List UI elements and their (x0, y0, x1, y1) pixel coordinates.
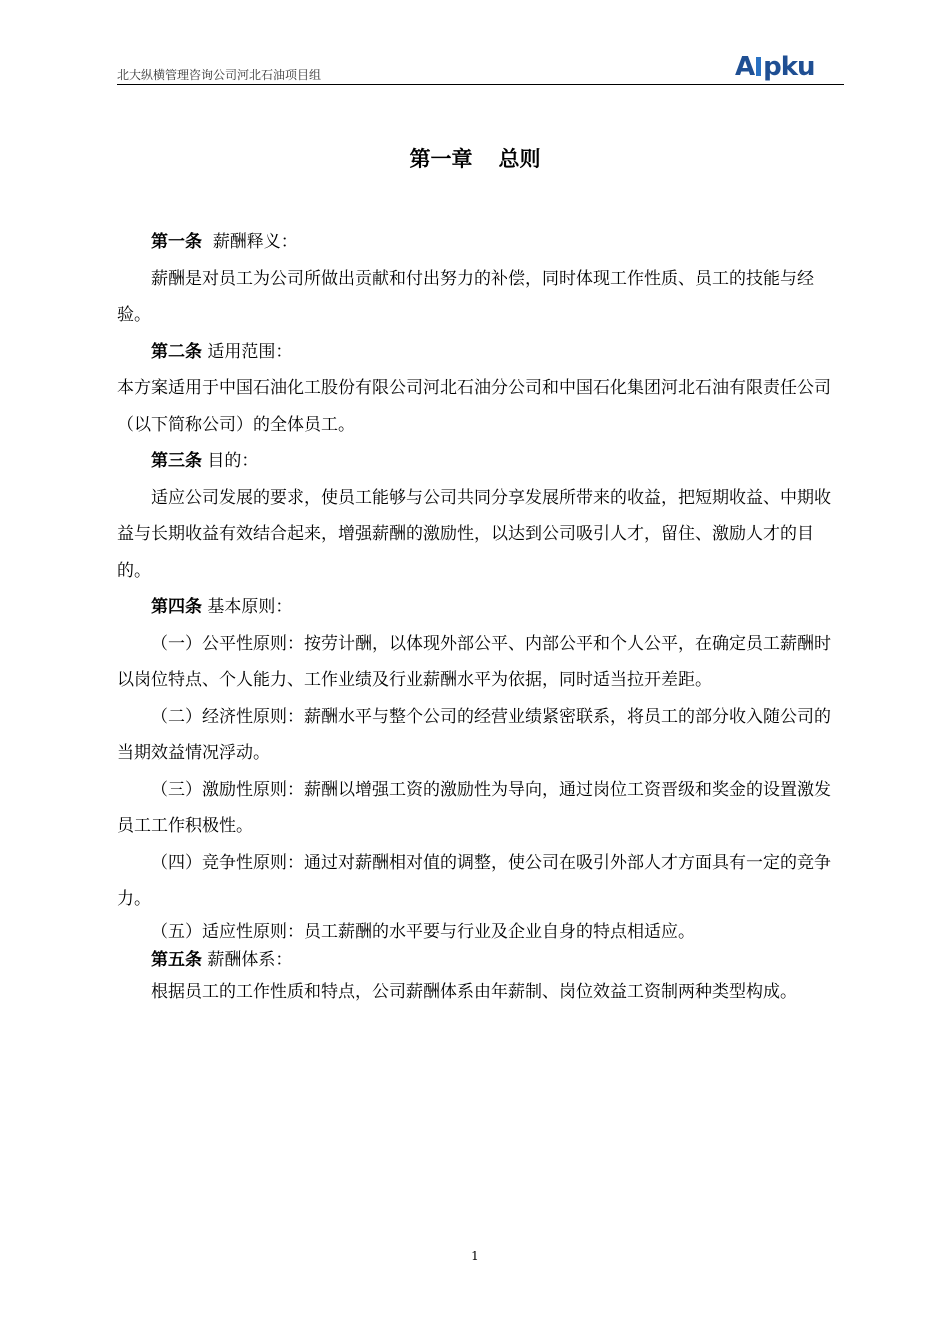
article-5-title: 第五条 薪酬体系： (151, 949, 293, 970)
article-2-title: 第二条 适用范围： (151, 341, 293, 362)
article-3-paragraph: 适应公司发展的要求，使员工能够与公司共同分享发展所带来的收益，把短期收益、中期收益与长期收益有效结合起来，增强薪酬的激励性，以达到公司吸引人才，留住、激励人才的目的。 (117, 487, 831, 581)
principle-3: （三）激励性原则：薪酬以增强工资的激励性为导向，通过岗位工资晋级和奖金的设置激发员工工作积极性。 (117, 779, 831, 836)
article-1-paragraph: 薪酬是对员工为公司所做出贡献和付出努力的补偿，同时体现工作性质、员工的技能与经验。 (117, 268, 814, 325)
logo-text: pku (763, 52, 815, 82)
principle-4: （四）竞争性原则：通过对薪酬相对值的调整，使公司在吸引外部人才方面具有一定的竞争力。 (117, 852, 831, 909)
logo-letter: A (735, 52, 755, 82)
logo-bar-icon (756, 57, 761, 76)
chapter-name: 总则 (498, 147, 541, 171)
article-2-paragraph: 本方案适用于中国石油化工股份有限公司河北石油分公司和中国石化集团河北石油有限责任公司（以下简称公司）的全体员工。 (117, 378, 831, 435)
article-3-title: 第三条 目的： (151, 451, 259, 471)
page-number: 1 (471, 1249, 479, 1263)
principle-1: （一）公平性原则：按劳计酬，以体现外部公平、内部公平和个人公平，在确定员工薪酬时以岗位特点、个人能力、工作业绩及行业薪酬水平为依据，同时适当拉开差距。 (117, 633, 831, 690)
principle-5: （五）适应性原则：员工薪酬的水平要与行业及企业自身的特点相适应。 (151, 921, 695, 942)
article-1-title: 第一条 薪酬释义： (151, 232, 298, 252)
header-org-name: 北大纵横管理咨询公司河北石油项目组 (117, 68, 322, 82)
chapter-number: 第一章 (409, 147, 473, 171)
article-4-title: 第四条 基本原则： (151, 597, 293, 617)
header-rule (117, 84, 844, 85)
article-5-paragraph: 根据员工的工作性质和特点，公司薪酬体系由年薪制、岗位效益工资制两种类型构成。 (151, 981, 797, 1002)
document-body (117, 224, 832, 1010)
principle-2: （二）经济性原则：薪酬水平与整个公司的经营业绩紧密联系，将员工的部分收入随公司的当期效益情况浮动。 (117, 706, 831, 763)
company-logo (735, 54, 815, 80)
chapter-title (0, 143, 950, 173)
